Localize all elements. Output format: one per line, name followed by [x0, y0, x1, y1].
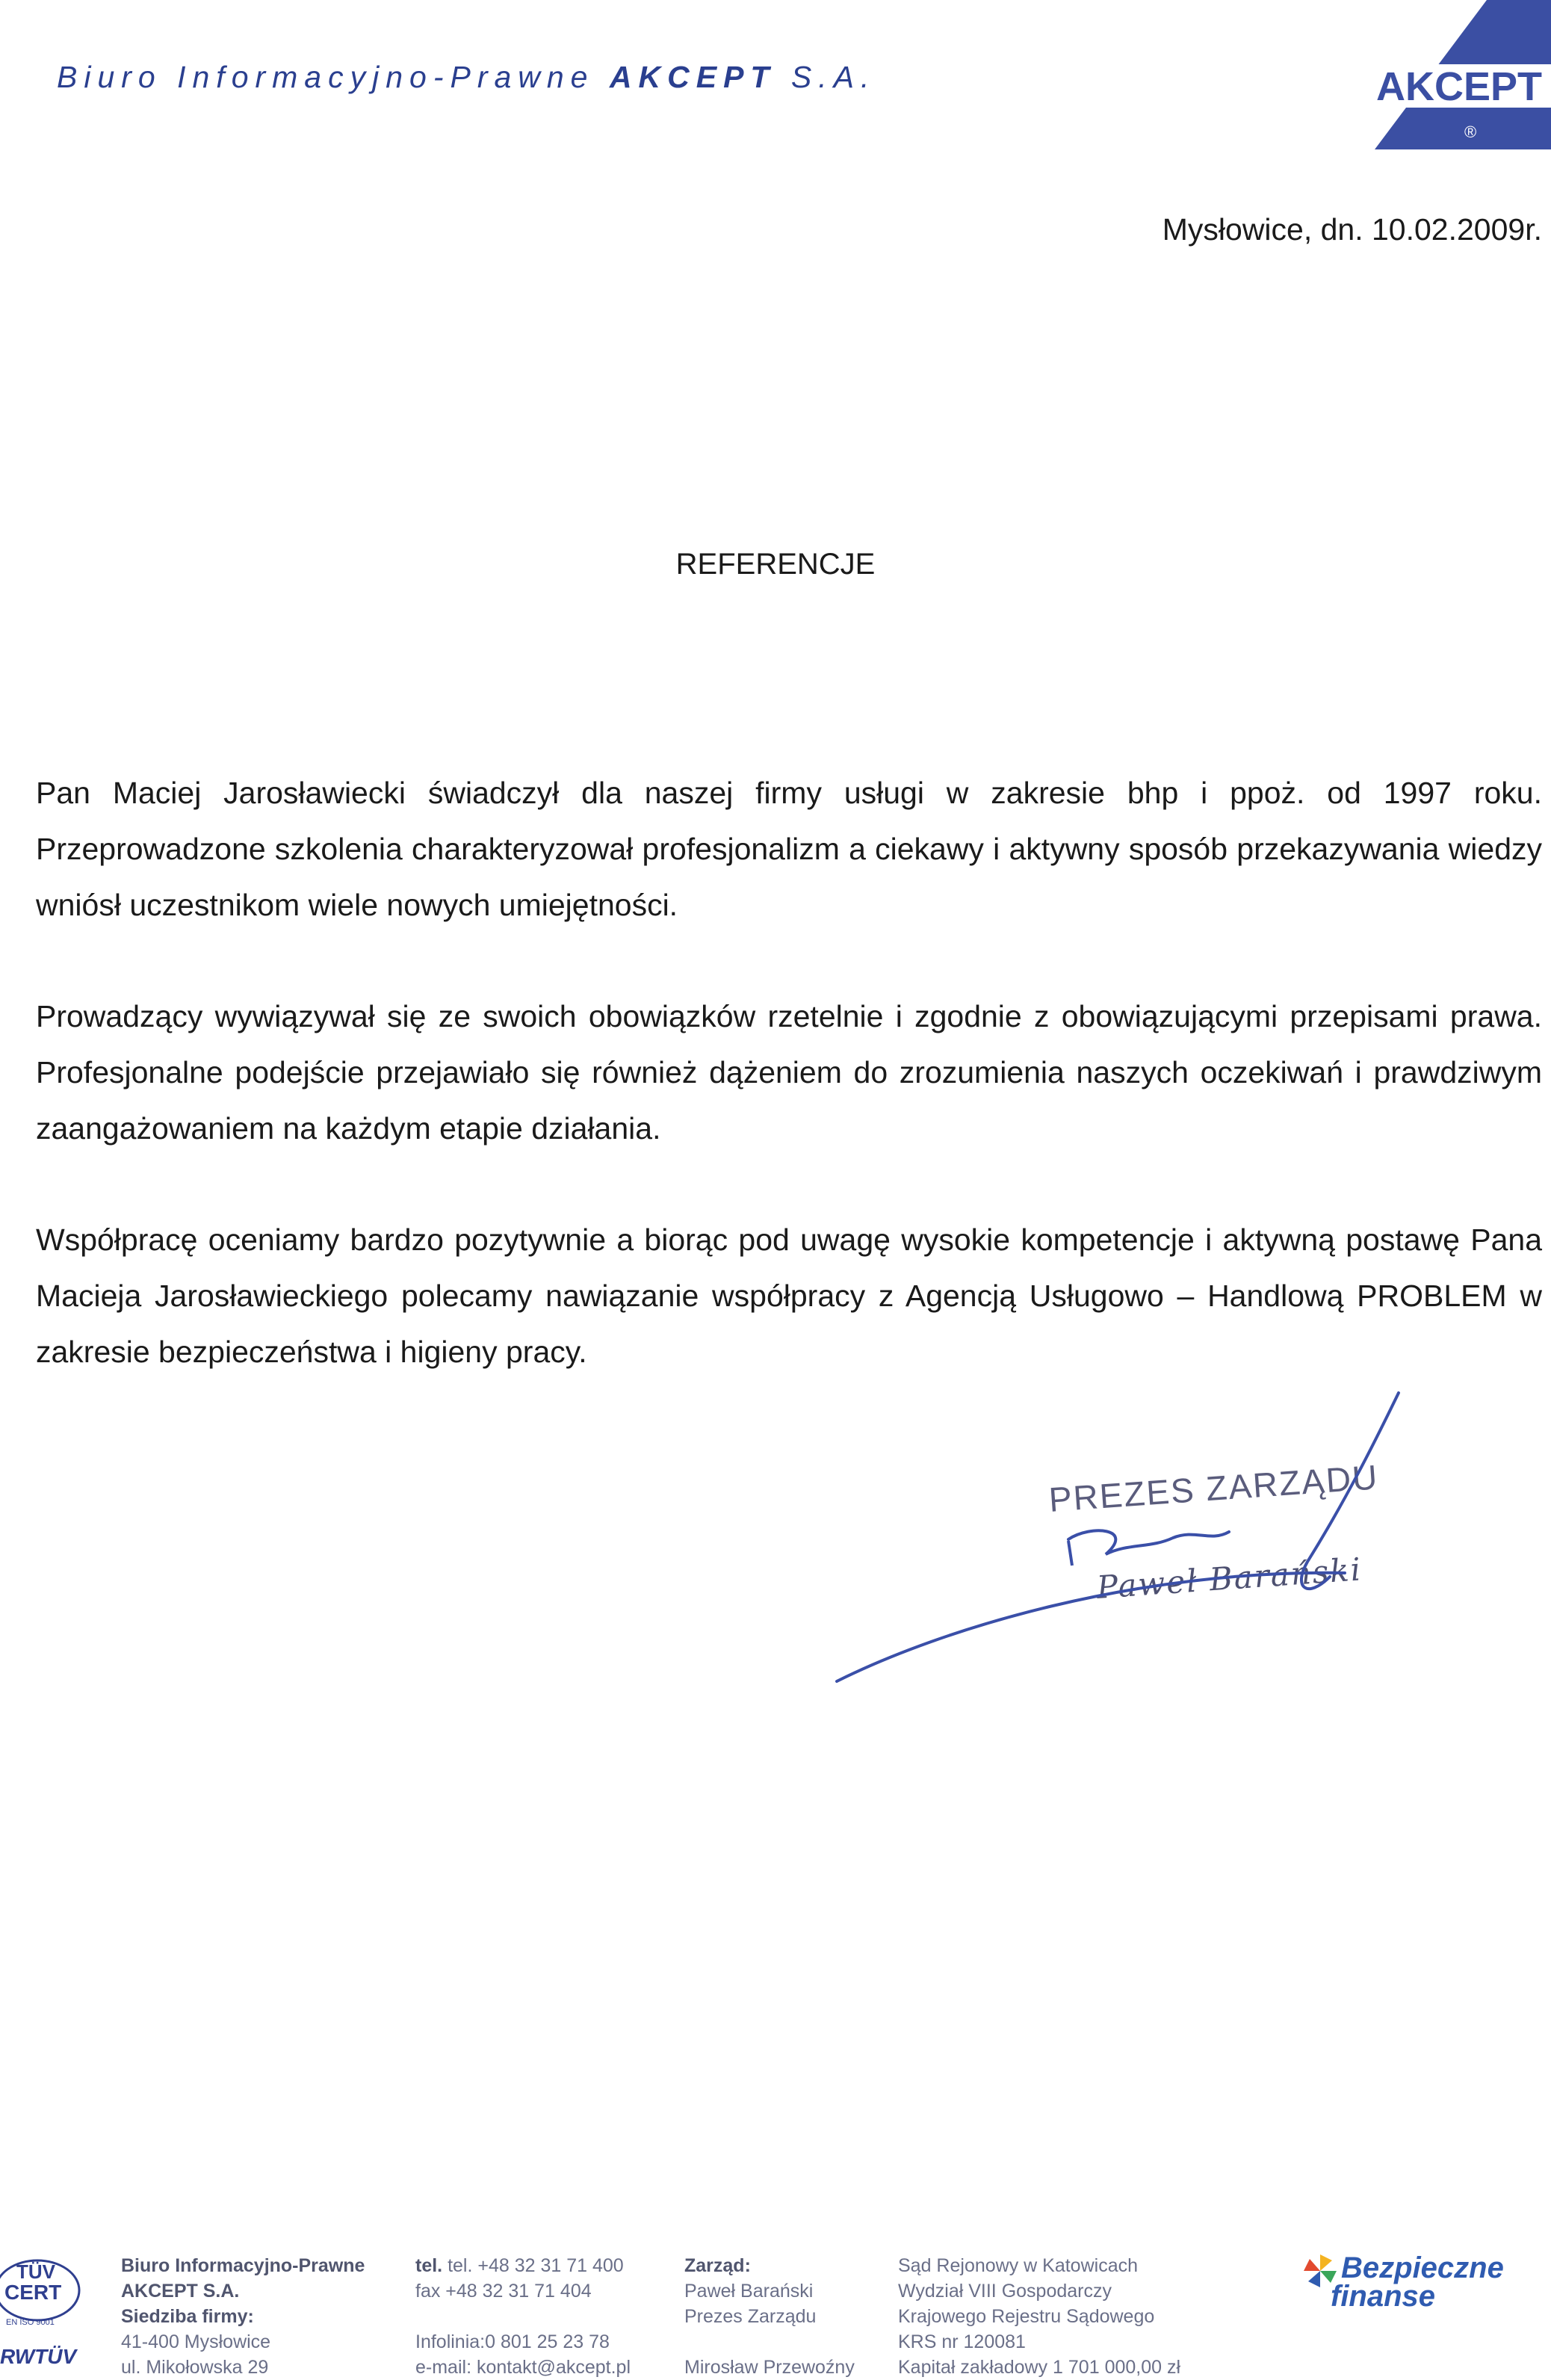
handwritten-signature: [822, 1382, 1420, 1696]
registry-line: Sąd Rejonowy w Katowicach: [898, 2255, 1138, 2276]
board-line: [684, 2329, 855, 2355]
board-line: Mirosław Przewoźny: [684, 2357, 855, 2378]
partner-logo-line2: finanse: [1331, 2280, 1436, 2313]
paragraph-3: Współpracę oceniamy bardzo pozytywnie a biorąc pod uwagę wysokie kompetencje i aktywną postawę Pana Macieja Jarosławieckiego polecamy nawiązanie współpracy z Agencją Usługowo – Handlową PROBLEM w zakresie bezpieczeństwa i higieny pracy.: [36, 1223, 1542, 1369]
cert-line1: TÜV: [16, 2260, 55, 2283]
footer-address: [121, 2253, 365, 2380]
letter-title: REFERENCJE: [675, 548, 876, 581]
footer-contact: [415, 2253, 631, 2380]
contact-line: [415, 2304, 631, 2329]
letter-footer: [0, 2238, 1551, 2378]
footer-registry: [898, 2253, 1180, 2380]
registry-line: Wydział VIII Gospodarczy: [898, 2281, 1112, 2302]
logo-text: AKCEPT: [1376, 64, 1543, 109]
contact-line: fax +48 32 31 71 404: [415, 2281, 592, 2302]
logo-registered-mark: ®: [1464, 123, 1477, 141]
letter-body: [36, 765, 1542, 1380]
address-line: Biuro Informacyjno-Prawne: [121, 2255, 365, 2276]
address-line: AKCEPT S.A.: [121, 2281, 240, 2302]
stamp-name: Paweł Barański: [1095, 1551, 1363, 1606]
cert-line2: CERT: [4, 2281, 62, 2304]
cert-line4: RWTÜV: [0, 2345, 77, 2368]
akcept-logo: [1367, 0, 1551, 157]
cert-line3: EN ISO 9001: [6, 2318, 55, 2327]
board-line: Zarząd:: [684, 2255, 751, 2276]
paragraph-1: Pan Maciej Jarosławiecki świadczył dla naszej firmy usługi w zakresie bhp i ppoż. od 1997 roku. Przeprowadzone szkolenia charakteryzował profesjonalizm a ciekawy i aktywny sposób przekazywania wiedzy wniósł uczestnikom wiele nowych umiejętności.: [36, 776, 1542, 922]
company-line: [57, 60, 876, 95]
footer-board: [684, 2253, 855, 2380]
contact-line: e-mail: kontakt@akcept.pl: [415, 2357, 631, 2378]
registry-line: Kapitał zakładowy 1 701 000,00 zł: [898, 2357, 1181, 2378]
address-line: Siedziba firmy:: [121, 2306, 254, 2327]
address-line: 41-400 Mysłowice: [121, 2331, 271, 2352]
registry-line: Krajowego Rejestru Sądowego: [898, 2306, 1155, 2327]
letter-date: Mysłowice, dn. 10.02.2009r.: [1162, 212, 1542, 247]
address-line: ul. Mikołowska 29: [121, 2357, 269, 2378]
company-suffix: S.A.: [790, 60, 876, 94]
board-line: Paweł Barański: [684, 2281, 814, 2302]
company-prefix: Biuro Informacyjno-Prawne: [57, 60, 595, 94]
paragraph-2: Prowadzący wywiązywał się ze swoich obowiązków rzetelnie i zgodnie z obowiązującymi przepisami prawa. Profesjonalne podejście przejawiało się również dążeniem do zrozumienia naszych oczekiwań i prawdziwym zaangażowaniem na każdym etapie działania.: [36, 999, 1542, 1146]
tuv-cert-icon: [0, 2253, 105, 2370]
board-line: Prezes Zarządu: [684, 2306, 817, 2327]
bezpieczne-finanse-logo: [1304, 2253, 1551, 2313]
partner-logo-line1: Bezpieczne: [1341, 2251, 1504, 2284]
phone: tel. +48 32 31 71 400: [448, 2255, 624, 2276]
registry-line: KRS nr 120081: [898, 2331, 1026, 2352]
stamp-title: PREZES ZARZĄDU: [1047, 1457, 1380, 1519]
contact-line: Infolinia:0 801 25 23 78: [415, 2331, 610, 2352]
company-name: AKCEPT: [609, 60, 776, 94]
contact-line: tel. tel. +48 32 31 71 400: [415, 2255, 624, 2276]
